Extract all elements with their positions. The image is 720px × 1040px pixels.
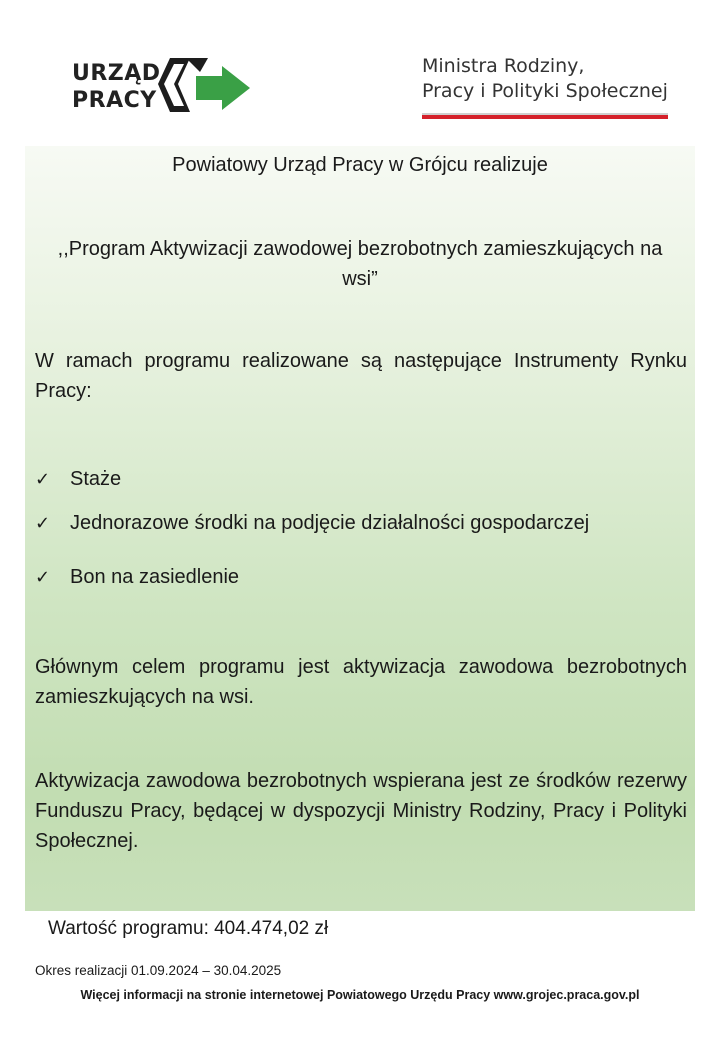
- program-title: ,,Program Aktywizacji zawodowej bezrobotnych zamieszkujących na wsi”: [57, 238, 663, 290]
- list-item: [35, 566, 240, 589]
- urzad-pracy-arrow-icon: [156, 54, 252, 118]
- list-item-label: Staże: [70, 468, 122, 490]
- program-value: Wartość programu: 404.474,02 zł: [48, 918, 329, 939]
- goal-text: Głównym celem programu jest aktywizacja zawodowa bezrobotnych zamieszkujących na wsi.: [35, 656, 687, 708]
- ministry-logo-text: [422, 54, 672, 104]
- ministry-line-2: Pracy i Polityki Społecznej: [422, 80, 668, 102]
- logo-line-1: URZĄD: [72, 61, 161, 86]
- list-item-label: Bon na zasiedlenie: [70, 566, 240, 588]
- list-item: [35, 512, 590, 535]
- checkmark-icon: ✓: [35, 469, 51, 489]
- intro-text: Powiatowy Urząd Pracy w Grójcu realizuje: [172, 154, 548, 176]
- logo-line-2: PRACY: [72, 88, 157, 113]
- program-panel: [25, 146, 695, 911]
- urzad-pracy-logo: [72, 54, 272, 124]
- more-info-text: Więcej informacji na stronie internetowej Powiatowego Urzędu Pracy www.grojec.praca.gov.pl: [80, 988, 640, 1002]
- checkmark-icon: ✓: [35, 567, 51, 587]
- ministry-line-1: Ministra Rodziny,: [422, 55, 585, 77]
- instruments-intro: W ramach programu realizowane są następujące Instrumenty Rynku Pracy:: [35, 350, 687, 402]
- urzad-pracy-logo-text: [72, 60, 161, 114]
- list-item: [35, 468, 122, 491]
- polish-flag-stripe: [422, 113, 668, 119]
- checkmark-icon: ✓: [35, 513, 51, 533]
- funding-text: Aktywizacja zawodowa bezrobotnych wspierana jest ze środków rezerwy Funduszu Pracy, będącej w dyspozycji Ministry Rodziny, Pracy i Polityki Społecznej.: [35, 770, 687, 852]
- list-item-label: Jednorazowe środki na podjęcie działalności gospodarczej: [70, 512, 590, 534]
- ministry-logo: [422, 54, 672, 124]
- program-period: Okres realizacji 01.09.2024 – 30.04.2025: [35, 963, 282, 978]
